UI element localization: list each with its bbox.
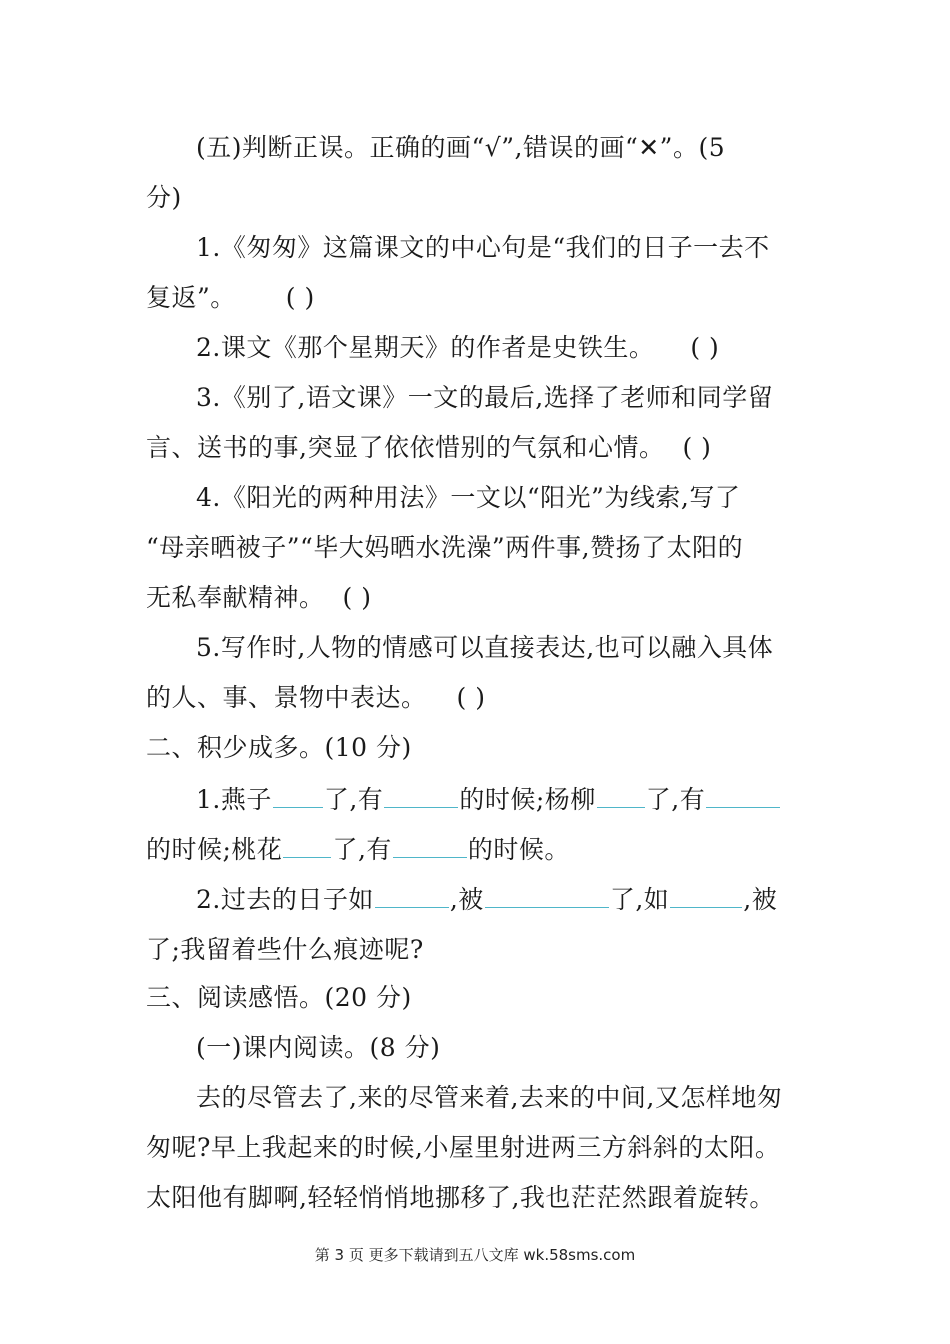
- fill-text: 了;我留着些什么痕迹呢?: [146, 935, 424, 964]
- judgment-item-4-text-cont2: 无私奉献精神。: [146, 583, 325, 612]
- fill-question-2: [196, 882, 777, 918]
- judgment-item-5-text: 5.写作时,人物的情感可以直接表达,也可以融入具体: [196, 633, 774, 662]
- answer-parentheses[interactable]: ( ): [342, 583, 372, 612]
- judgment-item-5: [196, 630, 773, 666]
- fill-question-2-cont: [146, 932, 424, 968]
- answer-parentheses[interactable]: ( ): [690, 333, 720, 362]
- section5-heading-cont: [146, 180, 182, 216]
- judgment-item-1: [196, 230, 770, 266]
- section5-heading-line2: 分): [146, 183, 182, 212]
- fill-text: 的时候。: [467, 835, 570, 864]
- fill-blank[interactable]: [670, 885, 742, 908]
- judgment-item-3: [196, 380, 773, 416]
- section5-heading: [196, 130, 725, 166]
- judgment-item-3-text: 3.《别了,语文课》一文的最后,选择了老师和同学留: [196, 383, 774, 412]
- fill-blank[interactable]: [597, 785, 645, 808]
- fill-blank[interactable]: [375, 885, 449, 908]
- judgment-item-3-cont: [146, 430, 711, 466]
- judgment-item-2-text: 2.课文《那个星期天》的作者是史铁生。: [196, 333, 655, 362]
- section3-subheading: [196, 1030, 440, 1066]
- section3-subheading-text: (一)课内阅读。(8 分): [196, 1033, 441, 1062]
- judgment-item-3-text-cont: 言、送书的事,突显了依依惜别的气氛和心情。: [146, 433, 665, 462]
- judgment-item-5-text-cont: 的人、事、景物中表达。: [146, 683, 427, 712]
- fill-text: 了,有: [323, 785, 384, 814]
- judgment-item-1-text-cont: 复返”。: [146, 283, 236, 312]
- section3-heading: [146, 980, 412, 1016]
- fill-question-1-cont: [146, 832, 570, 868]
- judgment-item-2: [196, 330, 719, 366]
- fill-text: 了,如: [609, 885, 670, 914]
- judgment-item-4-text-cont: “母亲晒被子”“毕大妈晒水洗澡”两件事,赞扬了太阳的: [146, 533, 744, 562]
- passage-text: 去的尽管去了,来的尽管来着,去来的中间,又怎样地匆: [196, 1083, 783, 1112]
- fill-blank[interactable]: [706, 785, 780, 808]
- judgment-item-4-cont: [146, 530, 743, 566]
- fill-blank[interactable]: [393, 835, 467, 858]
- reading-passage-line-2: [146, 1130, 780, 1166]
- passage-text: 匆呢?早上我起来的时候,小屋里射进两三方斜斜的太阳。: [146, 1133, 781, 1162]
- section5-heading-line1: (五)判断正误。正确的画“√”,错误的画“✕”。(5: [196, 133, 726, 162]
- answer-parentheses[interactable]: ( ): [285, 283, 315, 312]
- judgment-item-4-cont2: [146, 580, 371, 616]
- judgment-item-4-text: 4.《阳光的两种用法》一文以“阳光”为线索,写了: [196, 483, 741, 512]
- reading-passage-line-3: [146, 1180, 775, 1216]
- fill-blank[interactable]: [384, 785, 458, 808]
- fill-text: 1.燕子: [196, 785, 272, 814]
- fill-blank[interactable]: [273, 785, 323, 808]
- answer-parentheses[interactable]: ( ): [456, 683, 486, 712]
- page-footer: 第 3 页 更多下载请到五八文库 wk.58sms.com: [314, 1246, 636, 1264]
- fill-text: 的时候;桃花: [146, 835, 283, 864]
- judgment-item-1-text: 1.《匆匆》这篇课文的中心句是“我们的日子一去不: [196, 233, 770, 262]
- judgment-item-1-cont: [146, 280, 315, 316]
- judgment-item-4: [196, 480, 740, 516]
- fill-text: ,被: [449, 885, 484, 914]
- fill-text: 了,有: [332, 835, 392, 864]
- judgment-item-5-cont: [146, 680, 485, 716]
- fill-blank[interactable]: [485, 885, 609, 908]
- fill-blank[interactable]: [283, 835, 331, 858]
- fill-question-1: [196, 782, 781, 818]
- passage-text: 太阳他有脚啊,轻轻悄悄地挪移了,我也茫茫然跟着旋转。: [146, 1183, 775, 1212]
- fill-text: 的时候;杨柳: [459, 785, 596, 814]
- fill-text: 2.过去的日子如: [196, 885, 374, 914]
- section2-heading: [146, 730, 412, 766]
- fill-text: ,被: [743, 885, 778, 914]
- reading-passage-line-1: [196, 1080, 782, 1116]
- answer-parentheses[interactable]: ( ): [682, 433, 712, 462]
- fill-text: 了,有: [645, 785, 706, 814]
- section3-heading-text: 三、阅读感悟。(20 分): [146, 983, 412, 1012]
- section2-heading-text: 二、积少成多。(10 分): [146, 733, 412, 762]
